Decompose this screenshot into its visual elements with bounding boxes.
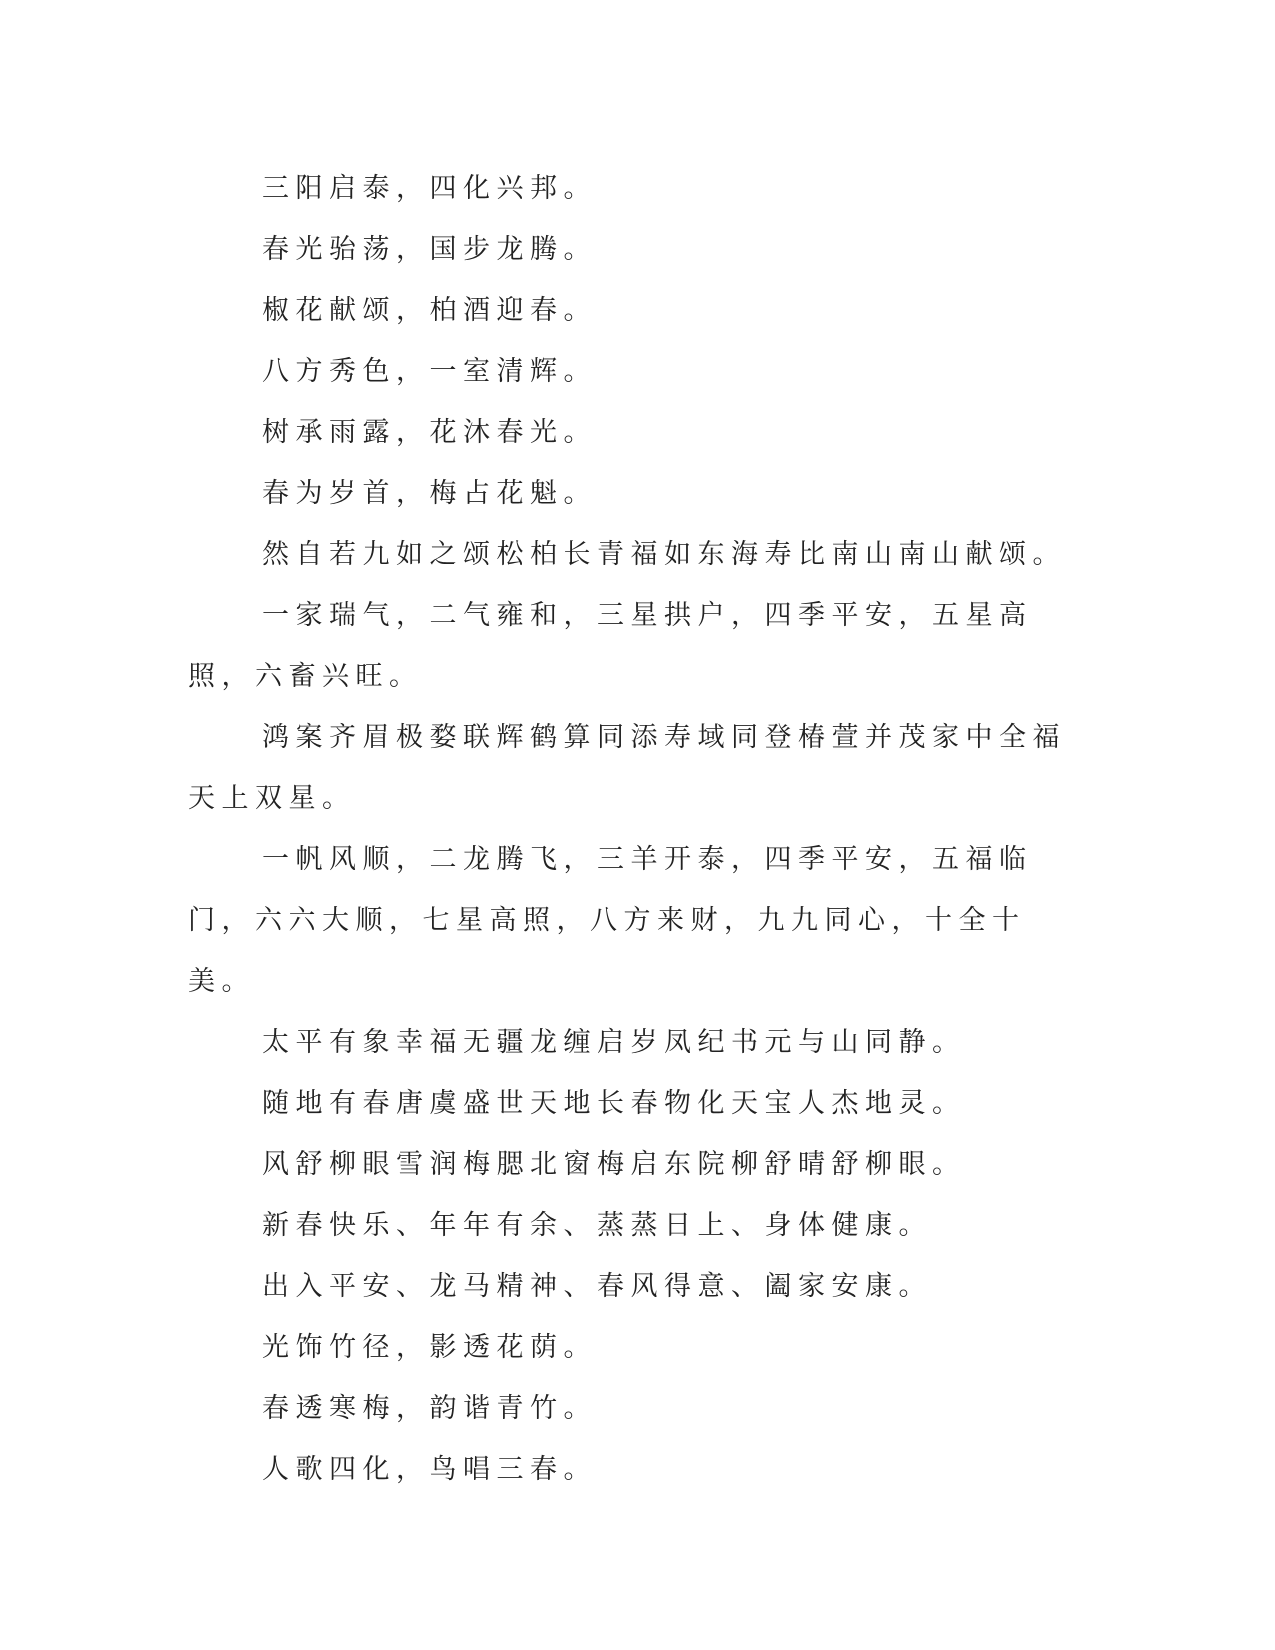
- paragraph: 一家瑞气，二气雍和，三星拱户，四季平安，五星高照，六畜兴旺。: [188, 600, 1033, 692]
- paragraph: 一帆风顺，二龙腾飞，三羊开泰，四季平安，五福临门，六六大顺，七星高照，八方来财，九九同心，十全十美。: [188, 844, 1033, 997]
- paragraph: 三阳启泰，四化兴邦。: [262, 173, 597, 204]
- paragraph: 鸿案齐眉极婺联辉鹤算同添寿域同登椿萱并茂家中全福天上双星。: [188, 722, 1066, 814]
- paragraph: 新春快乐、年年有余、蒸蒸日上、身体健康。: [262, 1210, 932, 1241]
- paragraph: 春光骀荡，国步龙腾。: [262, 234, 597, 265]
- paragraph: 光饰竹径，影透花荫。: [262, 1332, 597, 1363]
- paragraph: 春透寒梅，韵谐青竹。: [262, 1393, 597, 1424]
- paragraph: 八方秀色，一室清辉。: [262, 356, 597, 387]
- paragraph: 随地有春唐虞盛世天地长春物化天宝人杰地灵。: [262, 1088, 966, 1119]
- paragraph: 树承雨露，花沐春光。: [262, 417, 597, 448]
- document-body: [188, 158, 1072, 1500]
- paragraph: 太平有象幸福无疆龙缠启岁凤纪书元与山同静。: [262, 1027, 966, 1058]
- paragraph: 人歌四化，鸟唱三春。: [262, 1454, 597, 1485]
- paragraph: 出入平安、龙马精神、春风得意、阖家安康。: [262, 1271, 932, 1302]
- paragraph: 风舒柳眼雪润梅腮北窗梅启东院柳舒晴舒柳眼。: [262, 1149, 966, 1180]
- paragraph: 椒花献颂，柏酒迎春。: [262, 295, 597, 326]
- paragraph: 春为岁首，梅占花魁。: [262, 478, 597, 509]
- paragraph: 然自若九如之颂松柏长青福如东海寿比南山南山献颂。: [262, 539, 1066, 570]
